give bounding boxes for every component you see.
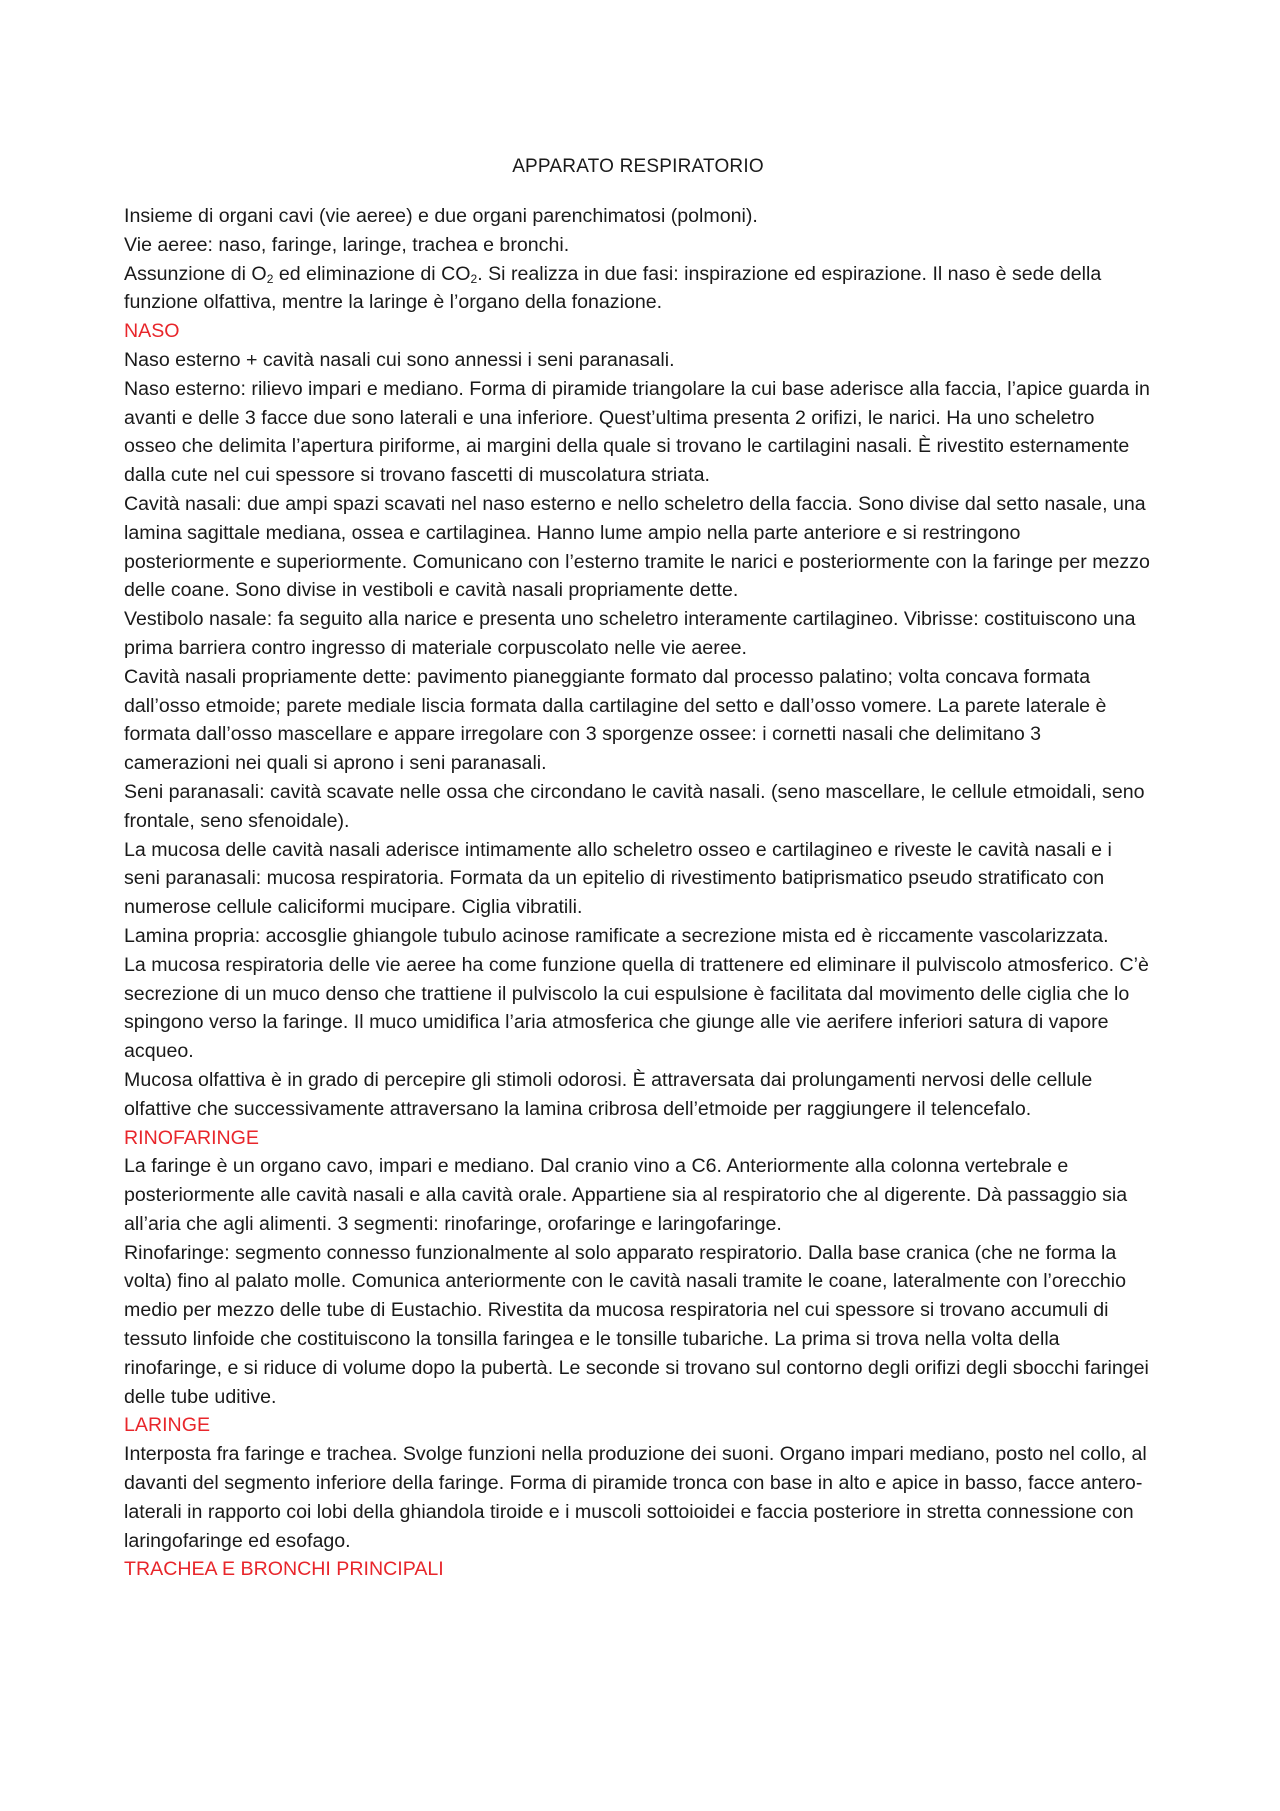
naso-paragraph: Mucosa olfattiva è in grado di percepire gli stimoli odorosi. È attraversata dai prolungamenti nervosi delle cellule olfattive che successivamente attraversano la lamina cribrosa dell’etmoide per raggiungere il telencefalo. xyxy=(124,1068,1093,1120)
laringe-paragraph: Interposta fra faringe e trachea. Svolge funzioni nella produzione dei suoni. Organo impari mediano, posto nel collo, al davanti del segmento inferiore della faringe. Forma di piramide tronca con base in alto e apice in basso, facce antero-laterali in rapporto coi lobi della ghiandola tiroide e i muscoli sottoioidei e faccia posteriore in stretta connessione con laringofaringe ed esofago. xyxy=(124,1443,1147,1552)
naso-paragraph: Cavità nasali propriamente dette: pavimento pianeggiante formato dal processo palatino; volta concava formata dall’osso etmoide; parete mediale liscia formata dalla cartilagine del setto e dall’osso vomere. La parete laterale è formata dall’osso mascellare e appare irregolare con 3 sporgenze ossee: i cornetti nasali che delimitano 3 camerazioni nei quali si aprono i seni paranasali. xyxy=(124,665,1107,775)
naso-paragraph: La mucosa respiratoria delle vie aeree ha come funzione quella di trattenere ed eliminare il pulviscolo atmosferico. C’è secrezione di un muco denso che trattiene il pulviscolo la cui espulsione è facilitata dal movimento delle ciglia che lo spingono verso la faringe. Il muco umidifica l’aria atmosferica che giunge alle vie aerifere inferiori satura di vapore acqueo. xyxy=(124,953,1149,1063)
intro-paragraph: Vie aeree: naso, faringe, laringe, trachea e bronchi. xyxy=(124,233,570,256)
naso-paragraph: Naso esterno: rilievo impari e mediano. Forma di piramide triangolare la cui base aderisce alla faccia, l’apice guarda in avanti e delle 3 facce due sono laterali e una inferiore. Quest’ultima presenta 2 orifizi, le narici. Ha uno scheletro osseo che delimita l’apertura piriforme, ai margini della quale si trovano le cartilagini nasali. È rivestito esternamente dalla cute nel cui spessore si trovano fascetti di muscolatura striata. xyxy=(124,377,1150,487)
section-heading-laringe: LARINGE xyxy=(124,1414,211,1437)
naso-paragraph: Vestibolo nasale: fa seguito alla narice e presenta uno scheletro interamente cartilagineo. Vibrisse: costituiscono una prima barriera contro ingresso di materiale corpuscolato nelle vie aeree. xyxy=(124,608,1136,659)
rinofaringe-paragraph: Rinofaringe: segmento connesso funzionalmente al solo apparato respiratorio. Dalla base cranica (che ne forma la volta) fino al palato molle. Comunica anteriormente con le cavità nasali tramite le coane, lateralmente con l’orecchio medio per mezzo delle tube di Eustachio. Rivestita da mucosa respiratoria nel cui spessore si trovano accumuli di tessuto linfoide che costituiscono la tonsilla faringea e le tonsille tubariche. La prima si trova nella volta della rinofaringe, e si riduce di volume dopo la pubertà. Le seconde si trovano sul contorno degli orifizi degli sbocchi faringei delle tube uditive. xyxy=(124,1241,1149,1408)
naso-paragraph: Lamina propria: accosglie ghiangole tubulo acinose ramificate a secrezione mista ed è riccamente vascolarizzata. xyxy=(124,924,1109,947)
document-title: APPARATO RESPIRATORIO xyxy=(512,156,764,177)
gas-exchange-text: ed eliminazione di CO xyxy=(273,262,471,285)
intro-paragraph: Insieme di organi cavi (vie aeree) e due organi parenchimatosi (polmoni). xyxy=(124,205,758,227)
section-heading-trachea: TRACHEA E BRONCHI PRINCIPALI xyxy=(124,1558,444,1581)
naso-paragraph: Cavità nasali: due ampi spazi scavati nel naso esterno e nello scheletro della faccia. Sono divise dal setto nasale, una lamina sagittale mediana, ossea e cartilaginea. Hanno lume ampio nella parte anteriore e si restringono posteriormente e superiormente. Comunicano con l’esterno tramite le narici e posteriormente con la faringe per mezzo delle coane. Sono divise in vestiboli e cavità nasali propriamente dette. xyxy=(124,492,1150,602)
document-body xyxy=(124,202,1152,1584)
gas-exchange-paragraph xyxy=(124,260,1152,318)
naso-paragraph: La mucosa delle cavità nasali aderisce intimamente allo scheletro osseo e cartilagineo e riveste le cavità nasali e i seni paranasali: mucosa respiratoria. Formata da un epitelio di rivestimento batiprismatico pseudo stratificato con numerose cellule caliciformi mucipare. Ciglia vibratili. xyxy=(124,838,1112,919)
o2-subscript: 2 xyxy=(266,271,274,286)
section-heading-naso: NASO xyxy=(124,320,180,343)
section-heading-rinofaringe: RINOFARINGE xyxy=(124,1126,259,1149)
gas-exchange-text: Assunzione di O xyxy=(124,262,267,285)
naso-paragraph: Naso esterno + cavità nasali cui sono annessi i seni paranasali. xyxy=(124,348,675,371)
co2-subscript: 2 xyxy=(470,271,478,286)
rinofaringe-paragraph: La faringe è un organo cavo, impari e mediano. Dal cranio vino a C6. Anteriormente alla colonna vertebrale e posteriormente alle cavità nasali e alla cavità orale. Appartiene sia al respiratorio che al digerente. Dà passaggio sia all’aria che agli alimenti. 3 segmenti: rinofaringe, orofaringe e laringofaringe. xyxy=(124,1155,1128,1235)
gas-exchange-text: . Si realizza in due fasi: inspirazione ed espirazione. Il naso è sede della funzione olfattiva, mentre la laringe è l’organo della fonazione. xyxy=(124,262,1102,314)
naso-paragraph: Seni paranasali: cavità scavate nelle ossa che circondano le cavità nasali. (seno mascellare, le cellule etmoidali, seno frontale, seno sfenoidale). xyxy=(124,780,1145,832)
